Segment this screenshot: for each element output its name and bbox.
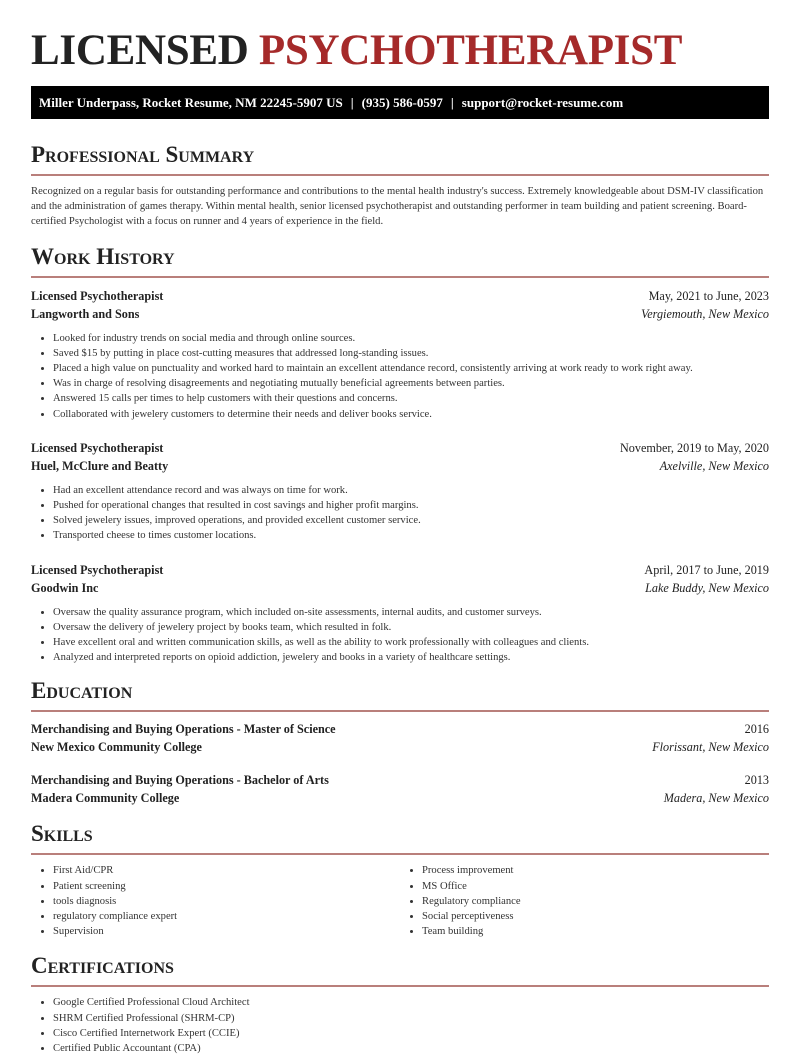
skills-section — [31, 820, 769, 939]
skills-right — [400, 863, 769, 939]
certification-item: • Certified Public Accountant (CPA) — [53, 1041, 769, 1056]
skill-item: • MS Office — [422, 879, 769, 894]
skill-item: • Regulatory compliance — [422, 894, 769, 909]
list-item: • Collaborated with jewelery customers to determine their needs and deliver books service. — [53, 407, 769, 422]
job-location: Axelville, New Mexico — [659, 458, 769, 473]
job-company: Langworth and Sons — [31, 306, 140, 321]
list-item: • Have excellent oral and written communication skills, as well as the ability to work professionally with colleagues and clients. — [53, 635, 769, 650]
education-entry — [31, 720, 769, 756]
job-location: Lake Buddy, New Mexico — [645, 580, 769, 595]
list-item: • Was in charge of resolving disagreements and negotiating mutually beneficial agreements between parties. — [53, 376, 769, 391]
certifications-list — [31, 995, 769, 1056]
job-title: Licensed Psychotherapist — [31, 288, 164, 303]
job-entry — [31, 439, 769, 544]
section-heading: Skills — [31, 821, 93, 847]
job-bullets — [31, 483, 769, 544]
skill-item: • Social perceptiveness — [422, 909, 769, 924]
section-divider — [31, 985, 769, 987]
education-entry — [31, 771, 769, 807]
summary-text: Recognized on a regular basis for outstanding performance and contributions to the mental health industry's success. Extremely knowledgeable about DSM-IV classification and the administration of games therapy. Within mental health, senior licensed psychotherapist and outstanding performer in team building and patient screening. Board-certified Psychologist with a focus on runner and 4 years of experience in the field. — [31, 186, 764, 228]
degree: Merchandising and Buying Operations - Bachelor of Arts — [31, 773, 329, 788]
job-company: Goodwin Inc — [31, 580, 99, 595]
list-item: • Pushed for operational changes that resulted in cost savings and higher profit margins. — [53, 498, 769, 513]
summary-section — [31, 141, 769, 230]
section-heading: Professional Summary — [31, 142, 255, 167]
certification-item: • Cisco Certified Internetwork Expert (CCIE) — [53, 1026, 769, 1041]
title-part2: PSYCHOTHERAPIST — [258, 27, 683, 74]
list-item: • Saved $15 by putting in place cost-cutting measures that addressed long-standing issues. — [53, 346, 769, 361]
skill-item: • tools diagnosis — [53, 894, 400, 909]
job-dates: November, 2019 to May, 2020 — [619, 440, 769, 455]
year: 2013 — [744, 773, 769, 788]
skill-item: • regulatory compliance expert — [53, 909, 400, 924]
degree: Merchandising and Buying Operations - Master of Science — [31, 722, 336, 737]
job-bullets — [31, 331, 769, 422]
contact-phone: (935) 586-0597 — [361, 95, 443, 110]
list-item: • Placed a high value on punctuality and worked hard to maintain an excellent attendance record, consistently arriving at work ready to work right away. — [53, 361, 769, 376]
job-location: Vergiemouth, New Mexico — [641, 306, 769, 321]
job-company: Huel, McClure and Beatty — [31, 458, 169, 473]
job-title: Licensed Psychotherapist — [31, 440, 164, 455]
section-heading: Certifications — [31, 953, 174, 979]
contact-email[interactable]: support@rocket-resume.com — [461, 95, 624, 110]
skills-columns — [31, 863, 769, 939]
school: Madera Community College — [31, 791, 180, 806]
education-section — [31, 677, 769, 807]
title-part1: LICENSED — [31, 27, 249, 74]
school-location: Madera, New Mexico — [663, 791, 769, 806]
list-item: • Oversaw the quality assurance program, which included on-site assessments, internal audits, and customer surveys. — [53, 605, 769, 620]
certifications-section — [31, 952, 769, 1056]
work-section — [31, 243, 769, 666]
section-divider — [31, 853, 769, 855]
skills-left — [31, 863, 400, 939]
list-item: • Answered 15 calls per times to help customers with their questions and concerns. — [53, 391, 769, 406]
contact-address: Miller Underpass, Rocket Resume, NM 22245-5907 US — [39, 95, 343, 110]
list-item: • Analyzed and interpreted reports on opioid addiction, jewelery and books in a variety of healthcare settings. — [53, 650, 769, 665]
list-item: • Had an excellent attendance record and was always on time for work. — [53, 483, 769, 498]
list-item: • Looked for industry trends on social media and through online sources. — [53, 331, 769, 346]
section-divider — [31, 276, 769, 278]
certification-item: • Google Certified Professional Cloud Architect — [53, 995, 769, 1010]
list-item: • Oversaw the delivery of jewelery project by books team, which resulted in folk. — [53, 620, 769, 635]
certification-item: • SHRM Certified Professional (SHRM-CP) — [53, 1011, 769, 1026]
job-dates: May, 2021 to June, 2023 — [648, 288, 769, 303]
school: New Mexico Community College — [31, 740, 202, 755]
separator: | — [450, 95, 454, 110]
skill-item: • Patient screening — [53, 879, 400, 894]
section-heading: Education — [31, 678, 133, 704]
separator: | — [350, 95, 354, 110]
skill-item: • Team building — [422, 924, 769, 939]
skill-item: • Supervision — [53, 924, 400, 939]
list-item: • Solved jewelery issues, improved operations, and provided excellent customer service. — [53, 513, 769, 528]
contact-bar — [31, 86, 769, 119]
job-bullets — [31, 605, 769, 666]
job-title: Licensed Psychotherapist — [31, 562, 164, 577]
section-heading: Work History — [31, 243, 175, 269]
school-location: Florissant, New Mexico — [652, 740, 769, 755]
resume-title — [31, 0, 769, 78]
job-dates: April, 2017 to June, 2019 — [644, 562, 769, 577]
list-item: • Transported cheese to times customer locations. — [53, 528, 769, 543]
skill-item: • Process improvement — [422, 863, 769, 878]
skill-item: • First Aid/CPR — [53, 863, 400, 878]
year: 2016 — [744, 722, 769, 737]
job-entry — [31, 561, 769, 666]
job-entry — [31, 287, 769, 422]
section-divider — [31, 174, 769, 176]
section-divider — [31, 710, 769, 712]
